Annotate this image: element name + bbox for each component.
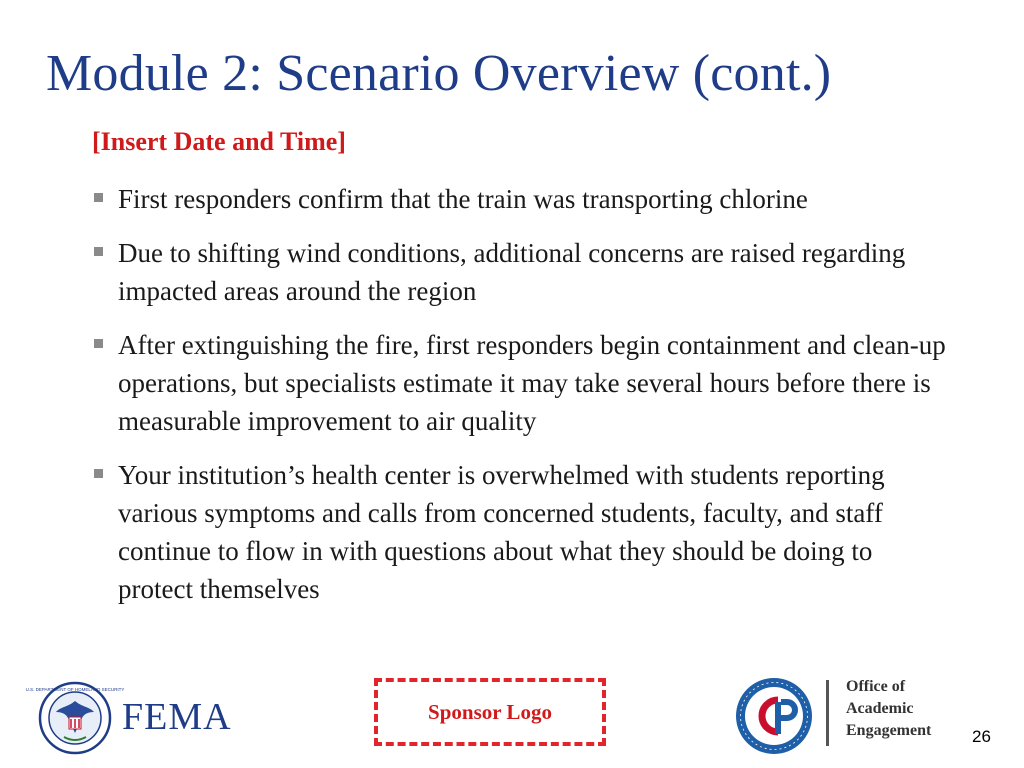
square-bullet-icon <box>94 193 103 202</box>
bullet-item <box>92 180 952 218</box>
sponsor-logo-label: Sponsor Logo <box>428 699 552 724</box>
office-of-academic-engagement-logo <box>734 676 974 758</box>
bullet-text: First responders confirm that the train was transporting chlorine <box>118 184 808 214</box>
page-number: 26 <box>972 727 991 746</box>
office-name <box>846 676 931 742</box>
square-bullet-icon <box>94 339 103 348</box>
dhs-seal-icon <box>25 681 125 755</box>
office-line: Engagement <box>846 722 932 739</box>
seal-lettering: U.S. DEPARTMENT OF HOMELAND SECURITY <box>25 687 125 692</box>
office-line: Office of <box>846 678 906 695</box>
bullet-list <box>92 180 952 624</box>
bullet-item <box>92 456 952 608</box>
date-time-placeholder: [Insert Date and Time] <box>92 127 346 156</box>
bullet-text: Due to shifting wind conditions, additional concerns are raised regarding impacted areas around the region <box>118 238 906 306</box>
fema-logo <box>25 681 258 761</box>
sponsor-logo-placeholder <box>374 678 606 746</box>
slide-title: Module 2: Scenario Overview (cont.) <box>46 45 832 102</box>
campus-resilience-seal-icon <box>734 676 814 756</box>
square-bullet-icon <box>94 247 103 256</box>
bullet-item <box>92 326 952 440</box>
bullet-item <box>92 234 952 310</box>
bullet-text: Your institution’s health center is overwhelmed with students reporting various symptoms and calls from concerned students, faculty, and staff continue to flow in with questions about what they should be doing to protect themselves <box>118 460 885 604</box>
fema-wordmark: FEMA <box>122 696 232 738</box>
square-bullet-icon <box>94 469 103 478</box>
office-line: Academic <box>846 700 914 717</box>
bullet-text: After extinguishing the fire, first responders begin containment and clean-up operations, but specialists estimate it may take several hours before there is measurable improvement to air quality <box>118 330 946 436</box>
logo-divider <box>826 680 829 746</box>
